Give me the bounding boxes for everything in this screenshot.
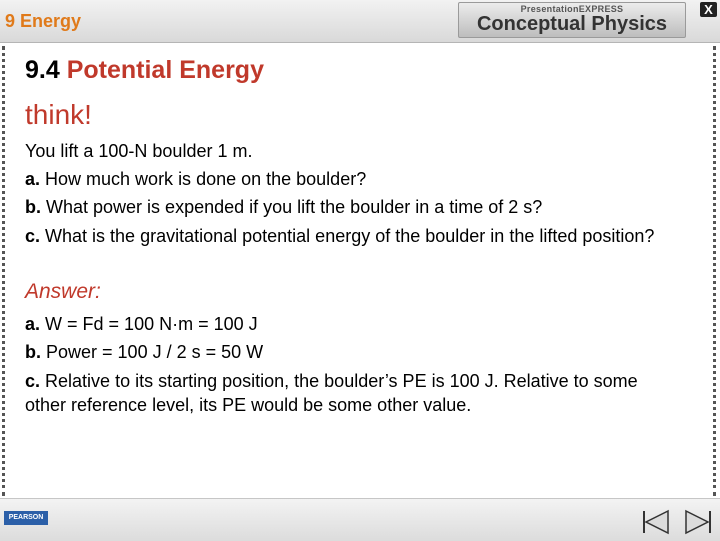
question-a <box>25 167 665 191</box>
question-c-text: What is the gravitational potential energy of the boulder in the lifted position? <box>45 226 655 246</box>
question-a-label: a. <box>25 169 41 189</box>
slide-title <box>25 56 264 85</box>
close-button[interactable]: X <box>700 2 717 17</box>
next-slide-button[interactable] <box>680 509 716 535</box>
think-heading: think! <box>25 99 92 130</box>
answer-b <box>25 340 665 364</box>
brand-main-text: Conceptual Physics <box>476 13 668 35</box>
answer-a <box>25 312 665 336</box>
question-a-text: How much work is done on the boulder? <box>45 169 367 189</box>
pearson-logo: PEARSON <box>4 511 48 525</box>
left-dotted-border <box>2 46 9 496</box>
section-number: 9.4 <box>25 56 60 84</box>
right-dotted-border <box>713 46 720 496</box>
answer-a-text: W = Fd = 100 N·m = 100 J <box>45 314 258 334</box>
question-intro: You lift a 100-N boulder 1 m. <box>25 141 253 161</box>
header-bar <box>0 0 720 43</box>
next-arrow-icon <box>686 511 708 533</box>
answer-heading: Answer: <box>25 280 101 303</box>
answer-c <box>25 369 665 417</box>
chapter-label: 9 Energy <box>5 11 82 31</box>
section-title: Potential Energy <box>66 56 264 84</box>
answer-b-text: Power = 100 J / 2 s = 50 W <box>46 342 264 362</box>
question-c-label: c. <box>25 226 41 246</box>
previous-arrow-icon <box>646 511 668 533</box>
question-b-text: What power is expended if you lift the boulder in a time of 2 s? <box>46 197 543 217</box>
answer-c-label: c. <box>25 371 41 391</box>
brand-logo <box>458 2 686 38</box>
question-b-label: b. <box>25 197 41 217</box>
answer-a-label: a. <box>25 314 41 334</box>
answer-c-text: Relative to its starting position, the boulder’s PE is 100 J. Relative to some other reference level, its PE would be some other value. <box>25 371 638 415</box>
footer-bar <box>0 498 720 541</box>
answer-b-label: b. <box>25 342 41 362</box>
question-b <box>25 195 665 219</box>
question-c <box>25 224 665 248</box>
previous-slide-button[interactable] <box>638 509 674 535</box>
brand-top-text: PresentationEXPRESS <box>520 4 624 14</box>
